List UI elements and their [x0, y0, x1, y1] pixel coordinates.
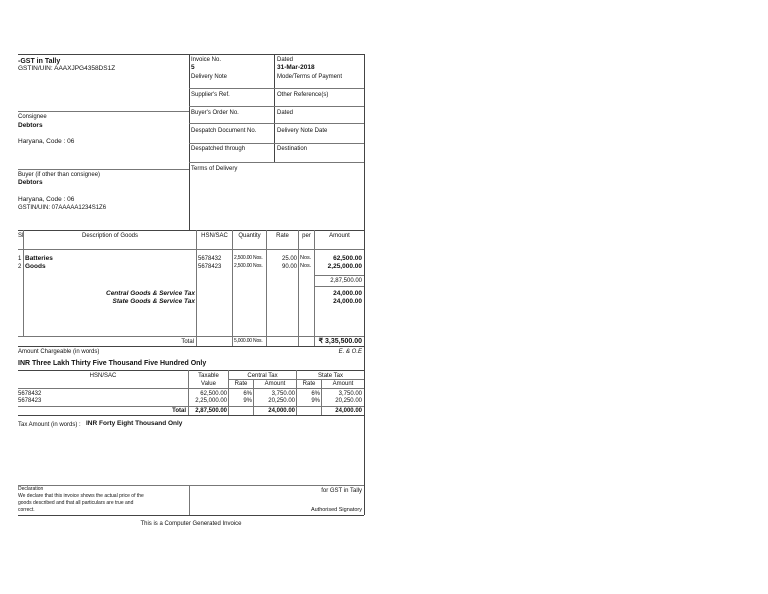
row-rate: 90.00 [281, 264, 297, 270]
tax-col-c-rate: Rate [234, 381, 248, 387]
row-per: Nos. [300, 263, 312, 269]
declaration-line-2: goods described and that all particulars are true and [18, 500, 134, 506]
dated-value: 31-Mar-2018 [277, 64, 315, 71]
row-per: Nos. [300, 255, 312, 261]
col-per: per [302, 233, 311, 239]
tax-total-label: Total [172, 408, 186, 414]
col-sl: Sl [18, 233, 24, 239]
cgst-amount: 24,000.00 [333, 290, 362, 297]
col-hsn: HSN/SAC [201, 233, 228, 239]
total-quantity: 5,000.00 Nos. [234, 338, 263, 344]
eoe-note: E. & O.E [338, 349, 362, 355]
tax-row-hsn: 5678423 [18, 398, 42, 404]
buyer-state: Haryana, Code : 06 [18, 196, 75, 203]
tax-total-state: 24,000.00 [335, 408, 362, 414]
other-ref-label: Other Reference(s) [277, 92, 329, 98]
total-label: Total [181, 339, 194, 345]
buyers-order-label: Buyer's Order No. [191, 110, 239, 116]
tax-row-taxable: 62,500.00 [200, 391, 227, 397]
consignee-label: Consignee [18, 114, 47, 120]
company-name: -GST in Tally [18, 58, 61, 65]
despatch-doc-label: Despatch Document No. [191, 128, 257, 134]
col-description: Description of Goods [81, 233, 139, 239]
delivery-note-date-label: Delivery Note Date [277, 128, 328, 134]
tax-row-s-rate: 9% [311, 398, 320, 404]
tax-row-c-amount: 3,750.00 [271, 391, 295, 397]
tax-col-central: Central Tax [247, 373, 278, 379]
row-quantity: 2,500.00 Nos. [234, 255, 263, 261]
col-quantity: Quantity [238, 233, 261, 239]
buyer-label: Buyer (if other than consignee) [18, 172, 101, 178]
dated2-label: Dated [277, 110, 294, 116]
tax-row-c-amount: 20,250.00 [268, 398, 295, 404]
mode-terms-label: Mode/Terms of Payment [277, 74, 343, 80]
tax-col-s-amount: Amount [332, 381, 354, 387]
row-sl: 1 [18, 256, 22, 262]
despatched-through-label: Despatched through [191, 146, 246, 152]
destination-label: Destination [277, 146, 308, 152]
row-rate: 25.00 [281, 256, 297, 262]
cgst-label: Central Goods & Service Tax [106, 290, 195, 297]
tax-col-hsn: HSN/SAC [89, 373, 117, 379]
footer-note: This is a Computer Generated Invoice [140, 521, 242, 527]
declaration-label: Declaration [18, 486, 44, 492]
row-description: Goods [25, 263, 46, 270]
row-sl: 2 [18, 264, 22, 270]
delivery-note-label: Delivery Note [191, 74, 228, 80]
company-gstin: GSTIN/UIN: AAAXJPG4358DS1Z [18, 65, 116, 72]
authorised-signatory: Authorised Signatory [310, 507, 362, 513]
amount-words-label: Amount Chargeable (in words) [18, 349, 100, 355]
col-rate: Rate [276, 233, 289, 239]
signature-for: for GST in Tally [321, 488, 362, 494]
tax-row-taxable: 2,25,000.00 [195, 398, 227, 404]
buyer-gstin: GSTIN/UIN: 07AAAAA1234S1Z6 [18, 205, 107, 211]
sgst-label: State Goods & Service Tax [112, 298, 195, 305]
subtotal-amount: 2,87,500.00 [330, 278, 362, 284]
consignee-name: Debtors [18, 122, 43, 129]
tax-words-label: Tax Amount (in words) : [18, 422, 81, 428]
tax-row-s-amount: 3,750.00 [338, 391, 362, 397]
tax-col-s-rate: Rate [302, 381, 316, 387]
tax-row-s-amount: 20,250.00 [335, 398, 362, 404]
tax-row-c-rate: 9% [243, 398, 252, 404]
sgst-amount: 24,000.00 [333, 298, 362, 305]
row-hsn: 5678432 [198, 256, 222, 262]
amount-words-value: INR Three Lakh Thirty Five Thousand Five Hundred Only [18, 360, 207, 367]
total-amount: ₹ 3,35,500.00 [318, 338, 362, 345]
row-amount: 2,25,000.00 [327, 263, 362, 270]
invoice-no-label: Invoice No. [191, 57, 222, 63]
tax-row-s-rate: 6% [311, 391, 320, 397]
suppliers-ref-label: Supplier's Ref. [191, 92, 230, 98]
row-quantity: 2,500.00 Nos. [234, 263, 263, 269]
tax-col-state: State Tax [318, 373, 343, 379]
row-amount: 62,500.00 [333, 255, 362, 262]
tax-row-c-rate: 6% [243, 391, 252, 397]
dated-label: Dated [277, 57, 294, 63]
tax-words-value: INR Forty Eight Thousand Only [86, 420, 183, 427]
terms-delivery-label: Terms of Delivery [191, 166, 238, 172]
row-hsn: 5678423 [198, 264, 222, 270]
declaration-line-3: correct. [18, 507, 35, 513]
consignee-state: Haryana, Code : 06 [18, 138, 75, 145]
invoice-no-value: 5 [191, 64, 195, 71]
declaration-line-1: We declare that this invoice shows the actual price of the [18, 493, 144, 499]
buyer-name: Debtors [18, 179, 43, 186]
tax-total-taxable: 2,87,500.00 [195, 408, 227, 414]
tax-col-taxable: Taxable [198, 373, 219, 379]
tax-col-value: Value [201, 381, 216, 387]
tax-row-hsn: 5678432 [18, 391, 42, 397]
tax-total-central: 24,000.00 [268, 408, 295, 414]
tax-col-c-amount: Amount [264, 381, 286, 387]
col-amount: Amount [329, 233, 350, 239]
row-description: Batteries [25, 255, 53, 262]
